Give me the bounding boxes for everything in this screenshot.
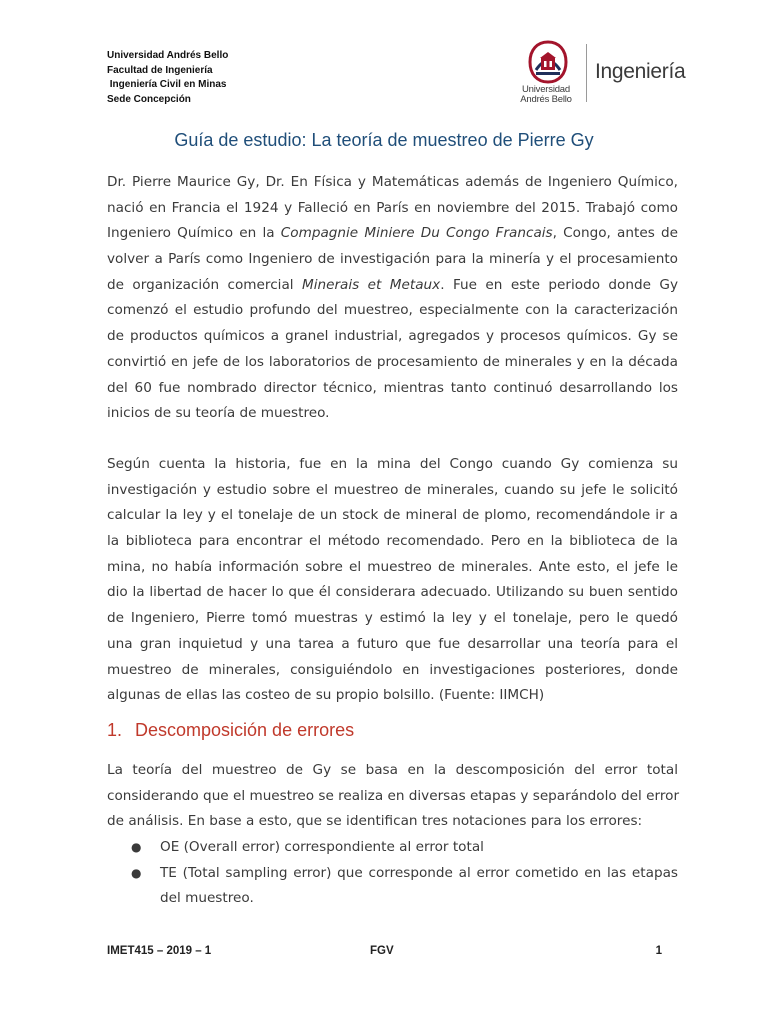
institution-line: Sede Concepción — [107, 93, 191, 105]
paragraph-line: algunas de ellas las costeo de su propio bolsillo. (Fuente: IIMCH) — [107, 687, 545, 704]
list-item — [107, 835, 678, 861]
paragraph-biography — [107, 170, 678, 427]
list-item — [107, 861, 678, 912]
paragraph-section-intro — [107, 758, 678, 835]
paragraph-line: de Ingeniero, Pierre tomó muestras y estimó la ley y el tonelaje, pero le quedó — [107, 610, 678, 627]
list-item-text: OE (Overall error) correspondiente al error total — [160, 839, 484, 855]
institution-line: Universidad Andrés Bello — [107, 50, 229, 61]
paragraph-history — [107, 452, 678, 709]
institution-line: Ingeniería Civil en Minas — [107, 79, 227, 90]
faculty-brand: Ingeniería — [595, 60, 686, 83]
text-run: de organización comercial — [107, 276, 302, 293]
section-number: 1. — [107, 720, 123, 740]
paragraph-line — [107, 273, 678, 299]
paragraph-line: del 60 fue nombrado director técnico, mientras tanto continuó desarrollando los — [107, 379, 678, 396]
company-name: Minerais et Metaux — [301, 276, 441, 293]
paragraph-line: una gran inquietud y una tarea a futuro que fue desarrollar una teoría para el — [107, 635, 678, 652]
text-run: Ingeniero Químico en la — [107, 225, 281, 242]
error-notation-list — [107, 835, 678, 912]
bullet-icon: ● — [131, 865, 142, 880]
paragraph-line: de análisis. En base a esto, que se identifican tres notaciones para los errores: — [107, 813, 643, 830]
paragraph-line — [107, 221, 678, 247]
paragraph-line: inicios de su teoría de muestreo. — [107, 405, 330, 422]
university-logo — [511, 40, 686, 108]
footer-page-number: 1 — [655, 945, 662, 957]
logo-divider — [586, 44, 587, 102]
university-name-line1: Universidad — [522, 84, 570, 95]
university-name-line2: Andrés Bello — [520, 94, 572, 105]
paragraph-line: considerando que el muestreo se realiza en diversas etapas y separándolo del error — [107, 787, 680, 804]
text-run: . Fue en este periodo donde Gy — [440, 276, 678, 293]
paragraph-line: La teoría del muestreo de Gy se basa en la descomposición del error total — [107, 762, 678, 778]
paragraph-line: la biblioteca para encontrar el método recomendado. Pero en la biblioteca de la — [107, 533, 678, 550]
section-title: Descomposición de errores — [135, 720, 355, 740]
list-item-text: TE (Total sampling error) que corresponde al error cometido en las etapas — [160, 864, 678, 881]
document-title: Guía de estudio: La teoría de muestreo de Pierre Gy — [174, 130, 594, 150]
paragraph-line: convirtió en jefe de los laboratorios de procesamiento de minerales y en la década — [107, 353, 678, 370]
section-heading — [107, 720, 354, 741]
paragraph-line: comenzó el estudio profundo del muestreo, especialmente con la caracterización — [107, 302, 678, 319]
university-seal-icon — [526, 40, 570, 84]
institution-line: Facultad de Ingeniería — [107, 64, 213, 76]
footer-author: FGV — [370, 945, 394, 957]
paragraph-line: muestreo de minerales, consiguiéndolo en investigaciones posteriores, donde — [107, 661, 678, 678]
paragraph-line: volver a París como Ingeniero de investigación para la minería y el procesamiento — [107, 251, 678, 268]
paragraph-line: dio la libertad de hacer lo que él considerara adecuado. Utilizando su buen sentido — [107, 584, 678, 601]
paragraph-line: investigación y estudio sobre el muestreo de minerales, cuando su jefe le solicitó — [107, 481, 678, 498]
paragraph-line: Dr. Pierre Maurice Gy, Dr. En Física y Matemáticas además de Ingeniero Químico, — [107, 174, 678, 190]
footer-course: IMET415 – 2019 – 1 — [107, 945, 212, 957]
university-name — [511, 85, 581, 105]
paragraph-line: de productos químicos a granel industrial, agregados y procesos químicos. Gy se — [107, 328, 678, 345]
bullet-icon: ● — [131, 840, 142, 854]
institution-block — [107, 49, 228, 107]
paragraph-line: mina, no había información sobre el muestreo de minerales. Ante esto, el jefe le — [107, 558, 678, 575]
paragraph-line: calcular la ley y el tonelaje de un stock de mineral de plomo, recomendándole ir a — [107, 507, 678, 524]
list-item-text: del muestreo. — [160, 890, 254, 907]
text-run: , Congo, antes de — [552, 225, 678, 242]
paragraph-line: Según cuenta la historia, fue en la mina del Congo cuando Gy comienza su — [107, 456, 678, 472]
company-name: Compagnie Miniere Du Congo Francais — [280, 225, 553, 242]
paragraph-line: nació en Francia el 1924 y Falleció en París en noviembre del 2015. Trabajó como — [107, 199, 678, 216]
